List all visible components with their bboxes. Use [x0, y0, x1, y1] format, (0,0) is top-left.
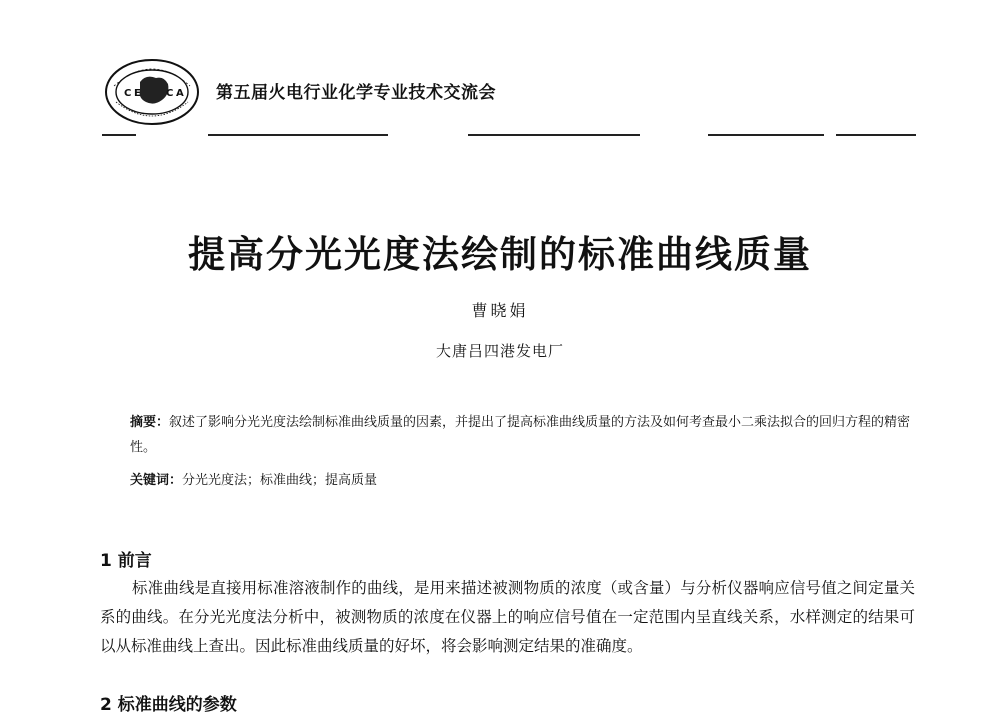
author-affiliation: 大唐吕四港发电厂	[435, 342, 564, 360]
paper-title: 提高分光光度法绘制的标准曲线质量	[188, 233, 812, 276]
header-rule-segment	[836, 134, 916, 136]
association-seal-icon	[100, 56, 204, 132]
abstract	[100, 410, 915, 460]
header-rule-segment	[102, 134, 136, 136]
abstract-text: 叙述了影响分光光度法绘制标准曲线质量的因素，并提出了提高标准曲线质量的方法及如何考查最小二乘法拟合的回归方程的精密性。	[130, 415, 911, 455]
svg-text:C: C	[124, 88, 132, 99]
header-rule-segment	[468, 134, 640, 136]
svg-text:A: A	[176, 88, 184, 99]
section-heading: 1 前言	[100, 551, 152, 571]
keywords-text: 分光光度法；标准曲线；提高质量	[182, 473, 378, 488]
section-heading: 2 标准曲线的参数	[100, 695, 237, 715]
keywords-label: 关键词：	[130, 473, 183, 488]
abstract-label: 摘要：	[130, 415, 170, 430]
paragraph: 标准曲线是直接用标准溶液制作的曲线，是用来描述被测物质的浓度（或含量）与分析仪器响应信号值之间定量关系的曲线。在分光光度法分析中，被测物质的浓度在仪器上的响应信号值在一定范围内呈直线关系，水样测定的结果可以从标准曲线上查出。因此标准曲线质量的好坏，将会影响测定结果的准确度。	[100, 579, 915, 655]
header-rule-segment	[708, 134, 824, 136]
keywords	[130, 469, 377, 488]
svg-text:E: E	[134, 88, 141, 99]
svg-text:C: C	[166, 88, 174, 99]
author-name: 曹晓娟	[471, 301, 529, 320]
section-body	[100, 574, 915, 661]
page-header	[96, 56, 916, 146]
conference-title: 第五届火电行业化学专业技术交流会	[216, 83, 496, 103]
header-rule-segment	[208, 134, 388, 136]
